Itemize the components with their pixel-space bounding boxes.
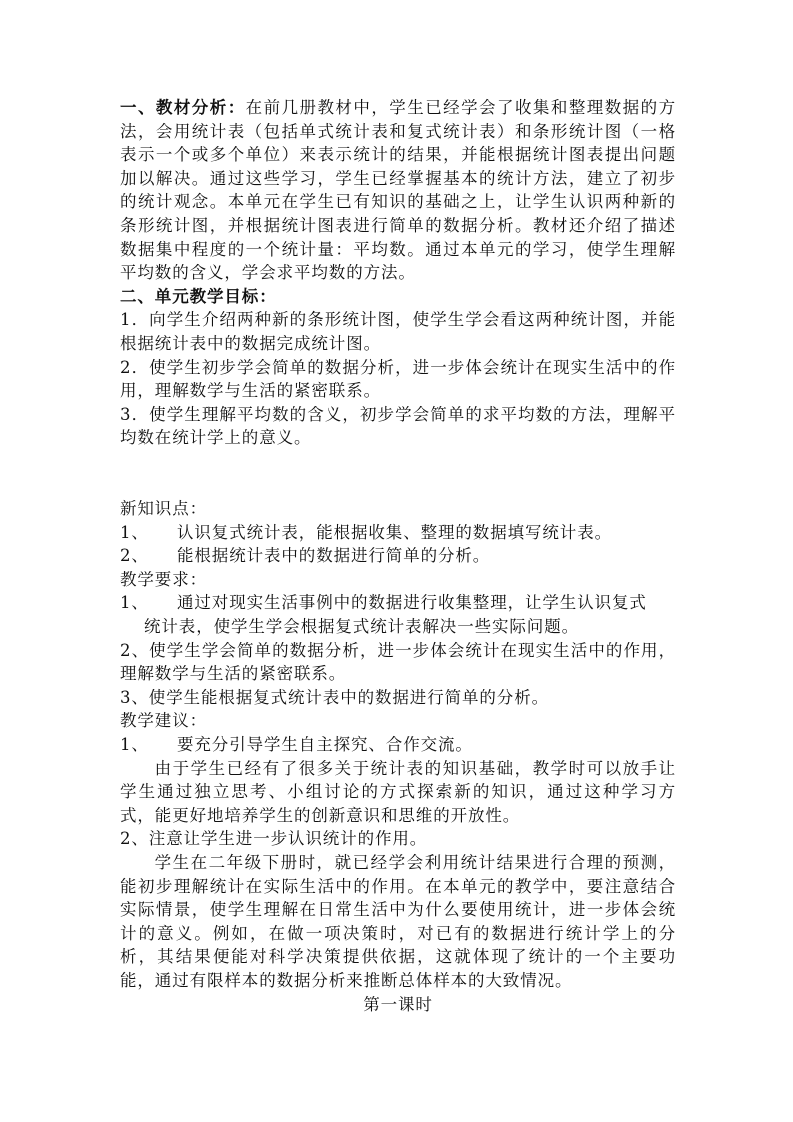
item-number: 1、 bbox=[120, 593, 149, 613]
item-number: 1、 bbox=[120, 522, 149, 542]
item-number: 2、 bbox=[120, 546, 149, 566]
spacer bbox=[120, 474, 676, 498]
suggestions-heading: 教学建议： bbox=[120, 711, 207, 731]
spacer bbox=[120, 450, 676, 474]
lesson-title: 第一课时 bbox=[363, 994, 433, 1014]
new-points-heading: 新知识点： bbox=[120, 499, 207, 519]
suggestion-item-2: 2、注意让学生进一步认识统计的作用。 bbox=[120, 829, 428, 849]
document-page bbox=[120, 96, 676, 1016]
requirement-item-1-continued: 统计表，使学生学会根据复式统计表解决一些实际问题。 bbox=[144, 617, 579, 637]
item-text: 认识复式统计表，能根据收集、整理的数据填写统计表。 bbox=[177, 522, 612, 542]
requirement-item-1 bbox=[120, 591, 676, 615]
requirements-heading: 教学要求： bbox=[120, 569, 207, 589]
item-text: 能根据统计表中的数据进行简单的分析。 bbox=[177, 546, 491, 566]
goal-item-3: 3．使学生理解平均数的含义，初步学会简单的求平均数的方法，理解平均数在统计学上的意义。 bbox=[120, 404, 676, 448]
requirement-item-3: 3、使学生能根据复式统计表中的数据进行简单的分析。 bbox=[120, 687, 549, 707]
goal-item-1: 1．向学生介绍两种新的条形统计图，使学生学会看这两种统计图，并能根据统计表中的数据完成统计图。 bbox=[120, 310, 676, 353]
requirement-item-2: 2、使学生学会简单的数据分析，进一步体会统计在现实生活中的作用，理解数学与生活的紧密联系。 bbox=[120, 640, 676, 684]
item-number: 1、 bbox=[120, 735, 149, 755]
suggestion-item-1 bbox=[120, 733, 676, 757]
new-point-item-1 bbox=[120, 521, 676, 545]
section1-paragraph bbox=[120, 96, 676, 285]
suggestion-item-1-body: 由于学生已经有了很多关于统计表的知识基础，教学时可以放手让学生通过独立思考、小组讨论的方式探索新的知识，通过这种学习方式，能更好地培养学生的创新意识和思维的开放性。 bbox=[120, 758, 676, 825]
section2-heading: 二、单元教学目标： bbox=[120, 286, 277, 306]
suggestion-item-2-body: 学生在二年级下册时，就已经学会利用统计结果进行合理的预测，能初步理解统计在实际生活中的作用。在本单元的教学中，要注意结合实际情景，使学生理解在日常生活中为什么要使用统计，进一步体会统计的意义。例如，在做一项决策时，对已有的数据进行统计学上的分析，其结果便能对科学决策提供依据，这就体现了统计的一个主要功能，通过有限样本的数据分析来推断总体样本的大致情况。 bbox=[120, 853, 676, 990]
section1-text: 在前几册教材中，学生已经学会了收集和整理数据的方法，会用统计表（包括单式统计表和复式统计表）和条形统计图（一格表示一个或多个单位）来表示统计的结果，并能根据统计图表提出问题加以解决。通过这些学习，学生已经掌握基本的统计方法，建立了初步的统计观念。本单元在学生已有知识的基础之上，让学生认识两种新的条形统计图，并根据统计图表进行简单的数据分析。教材还介绍了描述数据集中程度的一个统计量：平均数。通过本单元的学习，使学生理解平均数的含义，学会求平均数的方法。 bbox=[120, 98, 676, 283]
item-text: 要充分引导学生自主探究、合作交流。 bbox=[177, 735, 473, 755]
goal-item-2: 2．使学生初步学会简单的数据分析，进一步体会统计在现实生活中的作用，理解数学与生活的紧密联系。 bbox=[120, 357, 676, 401]
item-text: 通过对现实生活事例中的数据进行收集整理，让学生认识复式 bbox=[177, 593, 647, 613]
new-point-item-2 bbox=[120, 544, 676, 568]
section1-heading: 一、教材分析： bbox=[120, 98, 246, 117]
